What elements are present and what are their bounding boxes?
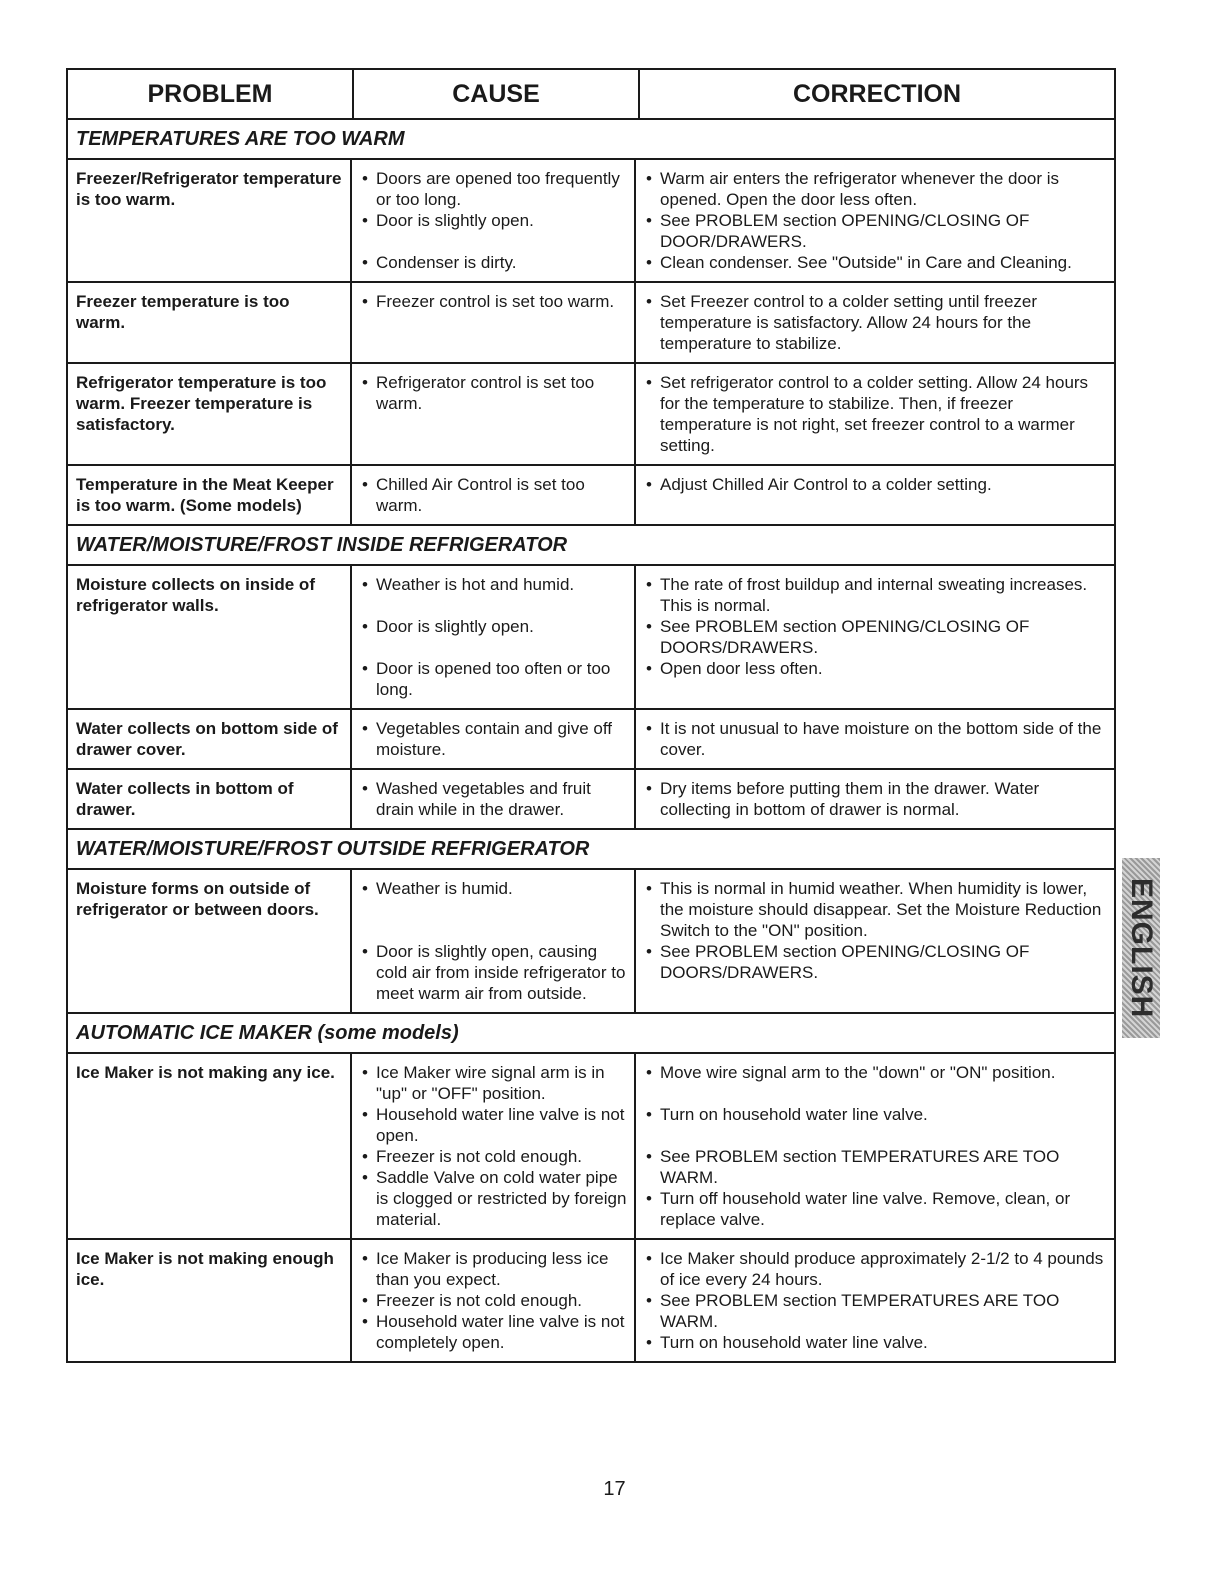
side-tab-label: ENGLISH: [1125, 877, 1158, 1019]
correction-cell: [636, 283, 1114, 362]
table-header: [68, 70, 1114, 120]
correction-item: • Move wire signal arm to the "down" or "ON" position.: [644, 1062, 1108, 1083]
table-row: [68, 1054, 1114, 1240]
cause-item: • Freezer control is set too warm.: [360, 291, 628, 312]
cause-item: • Ice Maker is producing less ice than you expect.: [360, 1248, 628, 1290]
problem-cell: Ice Maker is not making enough ice.: [68, 1240, 352, 1361]
cause-item: • Saddle Valve on cold water pipe is clogged or restricted by foreign material.: [360, 1167, 628, 1230]
problem-cell: Temperature in the Meat Keeper is too warm. (Some models): [68, 466, 352, 524]
correction-cell: [636, 870, 1114, 1012]
correction-item: • The rate of frost buildup and internal sweating increases. This is normal.: [644, 574, 1108, 616]
correction-item: • See PROBLEM section OPENING/CLOSING OF DOORS/DRAWERS.: [644, 616, 1108, 658]
cause-item: • Household water line valve is not completely open.: [360, 1311, 628, 1353]
correction-item: • See PROBLEM section OPENING/CLOSING OF DOORS/DRAWERS.: [644, 941, 1108, 983]
language-side-tab: [1122, 858, 1160, 1038]
table-row: [68, 364, 1114, 466]
cause-item: • Weather is hot and humid.: [360, 574, 628, 595]
correction-cell: [636, 1054, 1114, 1238]
correction-item: • Set refrigerator control to a colder setting. Allow 24 hours for the temperature to stabilize. Then, if freezer temperature is not right, set freezer control to a warmer setting.: [644, 372, 1108, 456]
correction-item: • Warm air enters the refrigerator whenever the door is opened. Open the door less often.: [644, 168, 1108, 210]
problem-cell: Moisture forms on outside of refrigerator or between doors.: [68, 870, 352, 1012]
cause-cell: [352, 364, 636, 464]
page-number: 17: [603, 1478, 626, 1500]
cause-cell: [352, 466, 636, 524]
problem-cell: Refrigerator temperature is too warm. Freezer temperature is satisfactory.: [68, 364, 352, 464]
table-row: [68, 1240, 1114, 1361]
correction-item: • See PROBLEM section TEMPERATURES ARE TOO WARM.: [644, 1290, 1108, 1332]
cause-cell: [352, 1054, 636, 1238]
table-row: [68, 160, 1114, 283]
cause-cell: [352, 770, 636, 828]
table-row: [68, 770, 1114, 830]
correction-cell: [636, 364, 1114, 464]
cause-cell: [352, 870, 636, 1012]
cause-cell: [352, 710, 636, 768]
cause-item: • Doors are opened too frequently or too long.: [360, 168, 628, 210]
cause-item: • Household water line valve is not open.: [360, 1104, 628, 1146]
correction-cell: [636, 770, 1114, 828]
cause-cell: [352, 1240, 636, 1361]
table-row: [68, 283, 1114, 364]
troubleshooting-table: [66, 68, 1116, 1363]
correction-item: • Dry items before putting them in the drawer. Water collecting in bottom of drawer is normal.: [644, 778, 1108, 820]
correction-item: • See PROBLEM section OPENING/CLOSING OF DOOR/DRAWERS.: [644, 210, 1108, 252]
cause-item: • Washed vegetables and fruit drain while in the drawer.: [360, 778, 628, 820]
table-row: [68, 870, 1114, 1014]
header-problem: PROBLEM: [68, 70, 354, 118]
section-title: AUTOMATIC ICE MAKER (some models): [68, 1014, 1114, 1054]
correction-item: • Ice Maker should produce approximately 2-1/2 to 4 pounds of ice every 24 hours.: [644, 1248, 1108, 1290]
table-row: [68, 466, 1114, 526]
problem-cell: Ice Maker is not making any ice.: [68, 1054, 352, 1238]
cause-item: • Door is slightly open, causing cold air from inside refrigerator to meet warm air from outside.: [360, 941, 628, 1004]
section-title: WATER/MOISTURE/FROST INSIDE REFRIGERATOR: [68, 526, 1114, 566]
cause-item: • Weather is humid.: [360, 878, 628, 899]
problem-cell: Moisture collects on inside of refrigerator walls.: [68, 566, 352, 708]
cause-item: • Door is opened too often or too long.: [360, 658, 628, 700]
cause-item: • Ice Maker wire signal arm is in "up" or "OFF" position.: [360, 1062, 628, 1104]
problem-cell: Water collects on bottom side of drawer cover.: [68, 710, 352, 768]
correction-item: • Turn on household water line valve.: [644, 1104, 1108, 1125]
correction-item: • This is normal in humid weather. When humidity is lower, the moisture should disappear. Set the Moisture Reduction Switch to the "ON" position.: [644, 878, 1108, 941]
cause-item: • Chilled Air Control is set too warm.: [360, 474, 628, 516]
cause-cell: [352, 566, 636, 708]
problem-cell: Water collects in bottom of drawer.: [68, 770, 352, 828]
cause-cell: [352, 283, 636, 362]
cause-item: • Vegetables contain and give off moisture.: [360, 718, 628, 760]
correction-item: • It is not unusual to have moisture on the bottom side of the cover.: [644, 718, 1108, 760]
correction-item: • Turn on household water line valve.: [644, 1332, 1108, 1353]
cause-cell: [352, 160, 636, 281]
correction-cell: [636, 566, 1114, 708]
correction-cell: [636, 160, 1114, 281]
cause-item: • Freezer is not cold enough.: [360, 1146, 628, 1167]
problem-cell: Freezer/Refrigerator temperature is too warm.: [68, 160, 352, 281]
cause-item: • Refrigerator control is set too warm.: [360, 372, 628, 414]
correction-item: • Turn off household water line valve. Remove, clean, or replace valve.: [644, 1188, 1108, 1230]
section-title: WATER/MOISTURE/FROST OUTSIDE REFRIGERATOR: [68, 830, 1114, 870]
correction-item: • Open door less often.: [644, 658, 1108, 679]
section-title: TEMPERATURES ARE TOO WARM: [68, 120, 1114, 160]
correction-item: • Set Freezer control to a colder setting until freezer temperature is satisfactory. Allow 24 hours for the temperature to stabilize.: [644, 291, 1108, 354]
cause-item: • Door is slightly open.: [360, 210, 628, 231]
correction-item: • Adjust Chilled Air Control to a colder setting.: [644, 474, 1108, 495]
problem-cell: Freezer temperature is too warm.: [68, 283, 352, 362]
header-cause: CAUSE: [354, 70, 640, 118]
correction-cell: [636, 1240, 1114, 1361]
cause-item: • Door is slightly open.: [360, 616, 628, 637]
cause-item: • Freezer is not cold enough.: [360, 1290, 628, 1311]
correction-item: • See PROBLEM section TEMPERATURES ARE TOO WARM.: [644, 1146, 1108, 1188]
header-correction: CORRECTION: [792, 79, 962, 108]
table-row: [68, 710, 1114, 770]
correction-item: • Clean condenser. See "Outside" in Care and Cleaning.: [644, 252, 1108, 273]
table-row: [68, 566, 1114, 710]
cause-item: • Condenser is dirty.: [360, 252, 628, 273]
correction-cell: [636, 710, 1114, 768]
correction-cell: [636, 466, 1114, 524]
